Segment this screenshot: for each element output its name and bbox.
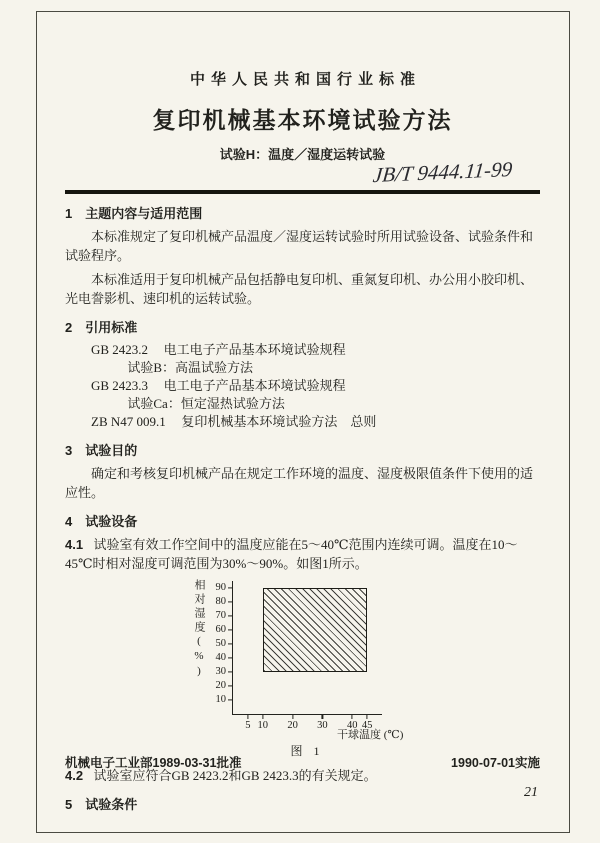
implementation-text: 1990-07-01实施 (451, 756, 540, 770)
section-4-heading: 4 试验设备 (65, 514, 138, 529)
clause-4-1 (65, 535, 540, 573)
y-tick-label: 70 (215, 609, 226, 621)
document-title: 复印机械基本环境试验方法 (152, 107, 453, 133)
x-tick-label: 10 (257, 720, 269, 731)
y-tick-mark (228, 601, 233, 602)
y-tick-label: 30 (215, 665, 226, 677)
y-tick-label: 60 (215, 623, 226, 635)
figure-caption: 图 1 (290, 744, 324, 758)
x-tick-mark (367, 714, 368, 719)
y-tick-mark (228, 699, 233, 700)
header-divider-rule (65, 190, 540, 194)
standard-number-handwritten (65, 156, 540, 188)
reference-title: 复印机械基本环境试验方法 总则 (181, 414, 377, 429)
x-axis-label: 干球温度 (℃) (337, 729, 404, 741)
reference-list (65, 341, 540, 431)
footer (65, 753, 540, 771)
y-axis-label: 相对湿度(%) (193, 579, 205, 680)
x-tick-mark (247, 714, 248, 719)
plot-area (215, 581, 382, 731)
clause-4-2-text: 试验室应符合GB 2423.2和GB 2423.3的有关规定。 (93, 768, 377, 783)
y-tick-label: 90 (215, 581, 226, 593)
page-number: 21 (524, 785, 538, 800)
x-tick-label: 30 (317, 720, 328, 731)
y-tick-label: 80 (215, 595, 226, 607)
y-tick-label: 40 (215, 651, 226, 663)
x-tick-mark (322, 714, 323, 719)
y-tick-mark (228, 643, 233, 644)
clause-4-1-number: 4.1 (65, 537, 84, 552)
y-tick-label: 10 (215, 693, 226, 705)
section-3-paragraph: 确定和考核复印机械产品在规定工作环境的温度、湿度极限值条件下使用的适应性。 (65, 466, 534, 500)
x-tick-label: 45 (361, 720, 373, 731)
reference-subtitle: 试验Ca：恒定湿热试验方法 (127, 396, 285, 411)
y-tick-label: 20 (215, 679, 226, 691)
reference-code: GB 2423.3 (91, 378, 149, 393)
reference-code: ZB N47 009.1 (91, 414, 166, 429)
y-tick-mark (228, 615, 233, 616)
x-tick-mark (262, 714, 263, 719)
reference-item (65, 341, 540, 359)
x-tick-mark (292, 714, 293, 719)
standard-number-text: JB/T 9444.11-99 (371, 156, 514, 188)
standard-category-header: 中华人民共和国行业标准 (189, 71, 421, 88)
document-subtitle: 试验H：温度／湿度运转试验 (219, 147, 386, 162)
section-3-heading: 3 试验目的 (65, 443, 138, 458)
section-1-paragraph-1: 本标准规定了复印机械产品温度／湿度运转试验时所用试验设备、试验条件和试验程序。 (65, 229, 534, 263)
y-tick-mark (228, 671, 233, 672)
section-1-heading: 1 主题内容与适用范围 (65, 206, 203, 221)
reference-item (65, 413, 540, 431)
y-tick-label: 50 (215, 637, 226, 649)
reference-item (65, 377, 540, 395)
y-tick-mark (228, 685, 233, 686)
y-tick-mark (228, 657, 233, 658)
section-5-heading: 5 试验条件 (65, 797, 138, 812)
y-tick-mark (228, 587, 233, 588)
operating-region (263, 588, 367, 672)
figure-1 (65, 575, 540, 761)
section-2-heading: 2 引用标准 (65, 320, 138, 335)
clause-4-2-number: 4.2 (65, 768, 84, 783)
section-1-paragraph-2: 本标准适用于复印机械产品包括静电复印机、重氮复印机、办公用小胶印机、光电誊影机、速印机的运转试验。 (65, 272, 534, 306)
x-tick-label: 20 (287, 720, 298, 731)
x-tick-mark (352, 714, 353, 719)
x-tick-label: 40 (346, 720, 358, 731)
reference-code: GB 2423.2 (91, 342, 149, 357)
reference-title: 电工电子产品基本环境试验规程 (163, 342, 346, 357)
reference-subtitle: 试验B：高温试验方法 (127, 360, 254, 375)
approval-text: 机械电子工业部1989-03-31批准 (65, 756, 242, 770)
y-tick-mark (228, 629, 233, 630)
reference-title: 电工电子产品基本环境试验规程 (163, 378, 346, 393)
x-tick-label: 5 (245, 720, 251, 731)
clause-4-1-text: 试验室有效工作空间中的温度应能在5～40℃范围内连续可调。温度在10～45℃时相对湿度可调范围为30%～90%。如图1所示。 (65, 537, 518, 571)
page-content (65, 0, 540, 813)
